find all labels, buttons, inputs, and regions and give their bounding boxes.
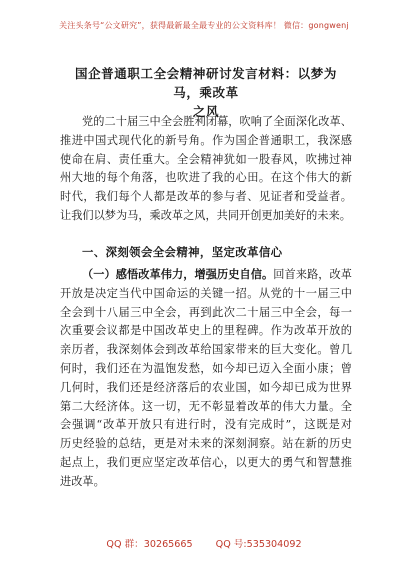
text-line: 会强调“改革开放只有进行时，没有完成时”，这既是对 (60, 418, 352, 432)
footer-contact (0, 536, 408, 550)
subsection-heading: （一）感悟改革伟力，增强历史自信。 (82, 267, 274, 281)
qq-number-link[interactable]: QQ 号:535304092 (215, 539, 302, 550)
text-line: 次重要会议都是中国改革史上的里程碑。作为改革开放的 (60, 324, 352, 338)
text-line: 起点上，我们更应坚定改革信心，以更大的勇气和智慧推 (60, 455, 352, 469)
paragraph-intro (60, 113, 352, 226)
section-heading-1: 一、深刻领会全会精神，坚定改革信心 (82, 245, 283, 259)
text-line: 开放是决定当代中国命运的关键一招。从党的十一届三中 (60, 286, 352, 300)
text-line: 时代，我们每个人都是改革的参与者、见证者和受益者。 (60, 190, 352, 204)
paragraph-section1 (60, 265, 352, 492)
text-line: 让我们以梦为马，乘改革之风，共同开创更加美好的未来。 (60, 208, 351, 222)
text-line: 全会到十八届三中全会，再到此次二十届三中全会，每一 (60, 305, 352, 319)
text-line: 何时，我们还在为温饱发愁，如今却已迈入全面小康；曾 (60, 361, 352, 375)
text-line: 几何时，我们还是经济落后的农业国，如今却已成为世界 (60, 380, 352, 394)
text-line: 亲历者，我深刻体会到改革给国家带来的巨大变化。曾几 (60, 343, 352, 357)
text-line: 推进中国式现代化的新号角。作为国企普通职工，我深感 (60, 133, 352, 147)
qq-group-link[interactable]: QQ 群：30265665 (106, 539, 193, 550)
text-line: 党的二十届三中全会胜利闭幕，吹响了全面深化改革、 (82, 115, 352, 128)
text-line (60, 265, 352, 285)
text-run: 回首来路，改革 (273, 268, 352, 281)
text-line: 历史经验的总结，更是对未来的深刻洞察。站在新的历史 (60, 437, 352, 451)
title-line-2: 之风 (192, 104, 220, 119)
text-line: 使命在肩、责任重大。全会精神犹如一股春风，吹拂过神 (60, 152, 352, 166)
text-line: 第二大经济体。这一切，无不彰显着改革的伟大力量。全 (60, 399, 352, 413)
title-line-1: 国企普通职工全会精神研讨发言材料：以梦为马，乘改革 (74, 66, 337, 100)
header-note: 关注头条号“公文研究”，获得最新最全最专业的公文资料库！ 微信：gongwenj (59, 21, 349, 30)
text-line: 进改革。 (60, 474, 105, 488)
text-line: 州大地的每个角落，也吹进了我的心田。在这个伟大的新 (60, 171, 352, 185)
